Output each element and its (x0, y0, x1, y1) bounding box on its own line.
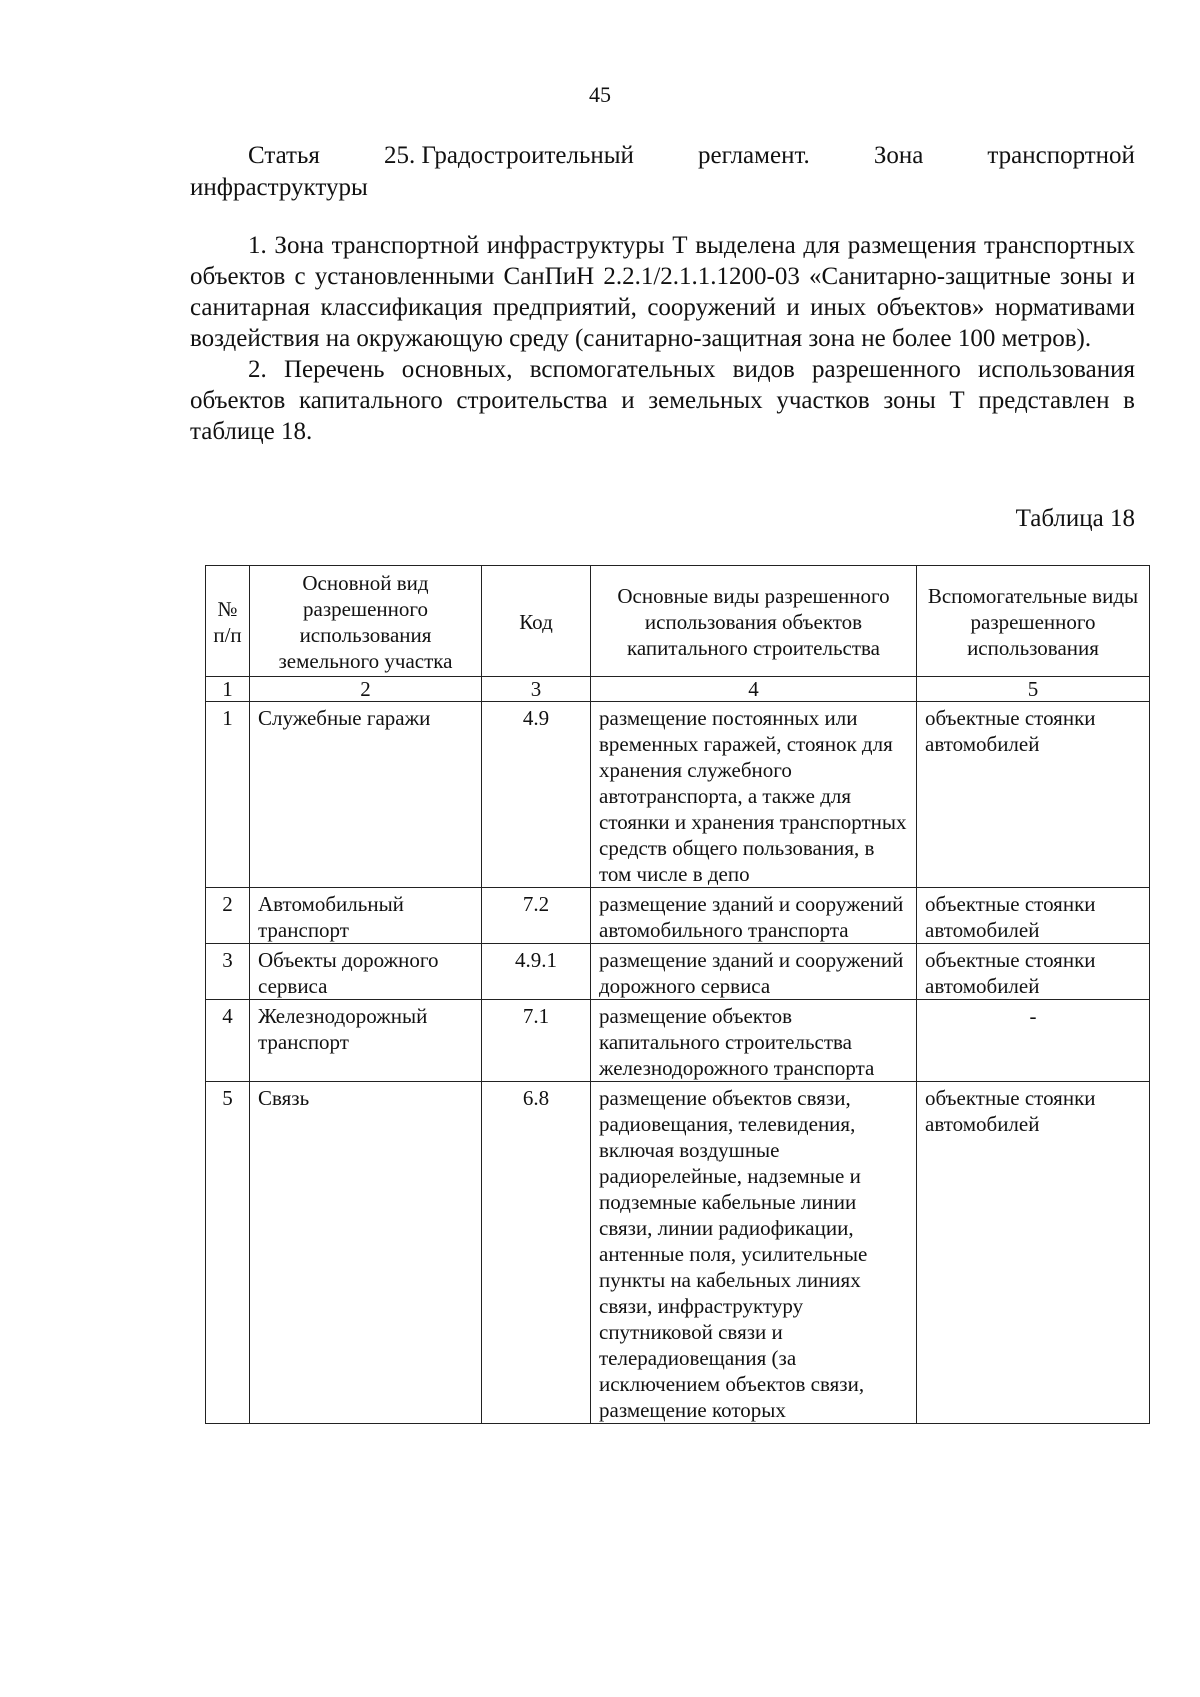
code-cell: 7.2 (482, 888, 591, 944)
body-text (190, 230, 1135, 447)
paragraph-2: 2. Перечень основных, вспомогательных видов разрешенного использования объектов капитального строительства и земельных участков зоны Т представлен в таблице 18. (190, 356, 1135, 445)
heading-word: транспортной (987, 142, 1135, 169)
code-cell: 4.9.1 (482, 944, 591, 1000)
heading-word: Статья (248, 142, 320, 169)
header-auxiliary: Вспомогательные виды разрешенного использования (917, 566, 1150, 677)
heading-line-2: инфраструктуры (190, 174, 368, 201)
code-cell: 7.1 (482, 1000, 591, 1082)
auxiliary-cell: объектные стоянки автомобилей (917, 702, 1150, 888)
column-number: 4 (591, 677, 917, 702)
land-use-cell: Объекты дорожного сервиса (250, 944, 482, 1000)
row-number: 2 (206, 888, 250, 944)
land-use-cell: Железнодорожный транспорт (250, 1000, 482, 1082)
code-cell: 4.9 (482, 702, 591, 888)
header-land-use: Основной вид разрешенного использования земельного участка (250, 566, 482, 677)
table-row (206, 888, 1150, 944)
paragraph-1: 1. Зона транспортной инфраструктуры Т выделена для размещения транспортных объектов с установленными СанПиН 2.2.1/2.1.1.1200-03 «Санитарно-защитные зоны и санитарная классификация предприятий, сооружений и иных объектов» нормативами воздействия на окружающую среду (санитарно-защитная зона не более 100 метров). (190, 232, 1135, 352)
table-row (206, 944, 1150, 1000)
heading-word: 25. Градостроительный (383, 142, 634, 169)
capital-use-cell: размещение объектов капитального строительства железнодорожного транспорта (591, 1000, 917, 1082)
heading-word: регламент. (698, 142, 810, 169)
auxiliary-cell: объектные стоянки автомобилей (917, 1082, 1150, 1424)
column-number: 2 (250, 677, 482, 702)
capital-use-cell: размещение постоянных или временных гаражей, стоянок для хранения служебного автотранспорта, а также для стоянки и хранения транспортных средств общего пользования, в том числе в депо (591, 702, 917, 888)
row-number: 5 (206, 1082, 250, 1424)
column-number: 3 (482, 677, 591, 702)
capital-use-cell: размещение зданий и сооружений автомобильного транспорта (591, 888, 917, 944)
table-header-row (206, 566, 1150, 677)
column-number: 5 (917, 677, 1150, 702)
capital-use-cell: размещение объектов связи, радиовещания, телевидения, включая воздушные радиорелейные, надземные и подземные кабельные линии связи, линии радиофикации, антенные поля, усилительные пункты на кабельных линиях связи, инфраструктуру спутниковой связи и телерадиовещания (за исключением объектов связи, размещение которых (591, 1082, 917, 1424)
header-number: № п/п (206, 566, 250, 677)
column-number: 1 (206, 677, 250, 702)
row-number: 1 (206, 702, 250, 888)
table-caption: Таблица 18 (1015, 505, 1135, 532)
article-heading (190, 140, 1135, 204)
page-number: 45 (589, 82, 611, 107)
land-use-cell: Служебные гаражи (250, 702, 482, 888)
land-use-table (205, 565, 1150, 1424)
header-code: Код (482, 566, 591, 677)
land-use-cell: Автомобильный транспорт (250, 888, 482, 944)
heading-line-1 (190, 140, 1135, 172)
heading-word: Зона (873, 142, 924, 169)
table-row (206, 1082, 1150, 1424)
header-capital-use: Основные виды разрешенного использования объектов капитального строительства (591, 566, 917, 677)
auxiliary-cell: - (917, 1000, 1150, 1082)
row-number: 4 (206, 1000, 250, 1082)
land-use-cell: Связь (250, 1082, 482, 1424)
table-row (206, 1000, 1150, 1082)
table-row (206, 702, 1150, 888)
column-number-row (206, 677, 1150, 702)
auxiliary-cell: объектные стоянки автомобилей (917, 944, 1150, 1000)
auxiliary-cell: объектные стоянки автомобилей (917, 888, 1150, 944)
row-number: 3 (206, 944, 250, 1000)
code-cell: 6.8 (482, 1082, 591, 1424)
capital-use-cell: размещение зданий и сооружений дорожного сервиса (591, 944, 917, 1000)
